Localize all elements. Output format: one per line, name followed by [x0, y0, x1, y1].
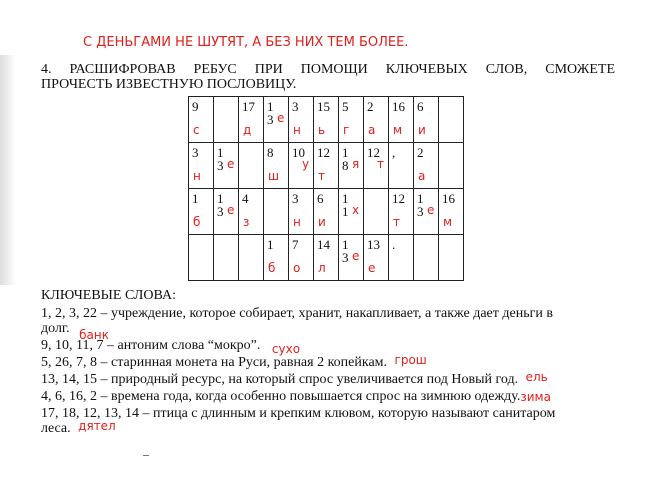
- cell-letter: ь: [318, 123, 326, 137]
- keyword-2-answer: сухо: [271, 342, 301, 356]
- cell-number: 12: [392, 191, 405, 206]
- cell-number: 1: [192, 191, 199, 206]
- keyword-4: [41, 370, 548, 387]
- rebus-row: [189, 97, 464, 143]
- cell-number: 5: [342, 99, 349, 114]
- cell-number: 2: [417, 145, 424, 160]
- rebus-cell: [439, 189, 464, 235]
- rebus-cell: [239, 143, 264, 189]
- keyword-1-text2: долг.: [41, 321, 70, 336]
- cell-letter: б: [268, 261, 276, 275]
- cell-number: 1 3: [417, 191, 424, 219]
- cell-number: 13: [367, 237, 380, 252]
- cell-letter-alt: я: [352, 157, 360, 171]
- rebus-cell: [389, 97, 414, 143]
- cell-letter: а: [368, 123, 376, 137]
- keywords-heading: КЛЮЧЕВЫЕ СЛОВА:: [41, 288, 176, 303]
- keyword-2: [41, 338, 301, 356]
- keyword-3: [41, 353, 427, 370]
- cell-letter-alt: е: [227, 203, 235, 217]
- keyword-1-text: 1, 2, 3, 22 – учреждение, которое собирает, хранит, накапливает, а также дает деньги в: [41, 306, 553, 321]
- cell-number: 12: [317, 145, 330, 160]
- rebus-cell: [189, 143, 214, 189]
- rebus-cell: [264, 189, 289, 235]
- keyword-4-text: 13, 14, 15 – природный ресурс, на который спрос увеличивается под Новый год.: [41, 372, 519, 387]
- cell-number: 9: [192, 99, 199, 114]
- cell-letter: з: [243, 215, 250, 229]
- rebus-cell: [289, 189, 314, 235]
- cell-letter: н: [293, 215, 301, 229]
- keyword-6-text2: леса.: [41, 421, 71, 436]
- rebus-cell: [189, 235, 214, 281]
- keyword-2-text: 9, 10, 11, 7 – антоним слова “мокро”.: [41, 338, 261, 353]
- keyword-6-answer: дятел: [78, 419, 116, 433]
- page-edge-shadow: [0, 55, 16, 285]
- proverb-answer: С ДЕНЬГАМИ НЕ ШУТЯТ, А БЕЗ НИХ ТЕМ БОЛЕЕ.: [83, 35, 409, 50]
- cell-number: 1 8: [342, 145, 349, 173]
- cell-letter: и: [418, 123, 426, 137]
- cell-letter: и: [318, 215, 326, 229]
- rebus-row: [189, 235, 464, 281]
- rebus-cell: [289, 97, 314, 143]
- keyword-6: [41, 406, 555, 421]
- cell-number: .: [392, 237, 396, 252]
- rebus-cell: [389, 235, 414, 281]
- rebus-cell: [214, 97, 239, 143]
- cell-number: 16: [392, 99, 405, 114]
- rebus-cell: [189, 97, 214, 143]
- cell-number: 3: [292, 99, 299, 114]
- cell-number: 3: [192, 145, 199, 160]
- cell-number: 1 3: [217, 145, 224, 173]
- keyword-4-answer: ель: [525, 370, 548, 384]
- rebus-cell: [314, 97, 339, 143]
- cell-letter: е: [368, 261, 376, 275]
- cell-letter-alt: е: [277, 111, 285, 125]
- keyword-5: [41, 389, 551, 404]
- rebus-row: [189, 189, 464, 235]
- cell-letter: г: [343, 123, 350, 137]
- rebus-cell: [439, 97, 464, 143]
- rebus-cell: [364, 143, 389, 189]
- rebus-cell: [414, 143, 439, 189]
- rebus-cell: [364, 97, 389, 143]
- cell-number: ,: [392, 145, 396, 160]
- rebus-cell: [264, 143, 289, 189]
- keyword-5-answer: зима: [520, 390, 551, 404]
- cell-letter: т: [318, 169, 325, 183]
- rebus-cell: [439, 235, 464, 281]
- cell-letter-alt: т: [377, 157, 384, 171]
- cell-letter: а: [418, 169, 426, 183]
- cell-letter: м: [443, 215, 453, 229]
- cell-letter-alt: е: [427, 203, 435, 217]
- rebus-cell: [264, 235, 289, 281]
- cell-letter-alt: е: [352, 249, 360, 263]
- cell-number: 4: [242, 191, 249, 206]
- cell-number: 1 3: [267, 99, 274, 127]
- rebus-cell: [439, 143, 464, 189]
- cell-number: 6: [317, 191, 324, 206]
- cell-letter: ш: [268, 169, 279, 183]
- footer-mark: –: [143, 447, 149, 461]
- cell-letter: л: [318, 261, 326, 275]
- keyword-1: [41, 306, 553, 321]
- cell-number: 3: [292, 191, 299, 206]
- keyword-6-cont: [41, 419, 116, 436]
- cell-number: 1 1: [342, 191, 349, 219]
- rebus-cell: [239, 235, 264, 281]
- rebus-cell: [314, 143, 339, 189]
- cell-letter: н: [293, 123, 301, 137]
- cell-letter: м: [393, 123, 403, 137]
- cell-number: 6: [417, 99, 424, 114]
- cell-letter: о: [293, 261, 301, 275]
- cell-letter: б: [193, 215, 201, 229]
- cell-number: 1 3: [342, 237, 349, 265]
- cell-letter: с: [193, 123, 200, 137]
- task-heading-line2: ПРОЧЕСТЬ ИЗВЕСТНУЮ ПОСЛОВИЦУ.: [41, 77, 297, 92]
- cell-letter: т: [393, 215, 400, 229]
- rebus-cell: [289, 143, 314, 189]
- cell-letter-alt: е: [227, 157, 235, 171]
- rebus-cell: [339, 97, 364, 143]
- rebus-cell: [339, 143, 364, 189]
- keyword-3-text: 5, 26, 7, 8 – старинная монета на Руси, равная 2 копейкам.: [41, 355, 388, 370]
- rebus-cell: [414, 235, 439, 281]
- cell-number: 1: [267, 237, 274, 252]
- rebus-cell: [339, 189, 364, 235]
- cell-number: 15: [317, 99, 330, 114]
- rebus-cell: [314, 189, 339, 235]
- keyword-5-text: 4, 6, 16, 2 – времена года, когда особенно повышается спрос на зимнюю одежду.: [41, 389, 521, 404]
- cell-number: 1 3: [217, 191, 224, 219]
- rebus-cell: [364, 189, 389, 235]
- cell-letter-alt: х: [352, 203, 360, 217]
- cell-number: 7: [292, 237, 299, 252]
- cell-number: 17: [242, 99, 255, 114]
- cell-number: 8: [267, 145, 274, 160]
- rebus-grid: [188, 96, 464, 281]
- rebus-cell: [364, 235, 389, 281]
- keyword-6-text: 17, 18, 12, 13, 14 – птица с длинным и крепким клювом, которую называют санитаром: [41, 406, 556, 421]
- cell-number: 12: [367, 145, 380, 160]
- cell-number: 14: [317, 237, 330, 252]
- rebus-cell: [389, 189, 414, 235]
- cell-number: 10: [292, 145, 305, 160]
- rebus-cell: [239, 189, 264, 235]
- rebus-cell: [264, 97, 289, 143]
- cell-number: 16: [442, 191, 455, 206]
- keyword-3-answer: грош: [394, 353, 427, 367]
- keyword-1-answer: банк: [79, 328, 109, 342]
- rebus-cell: [414, 189, 439, 235]
- rebus-cell: [214, 189, 239, 235]
- keyword-1-cont: [41, 321, 109, 342]
- rebus-cell: [414, 97, 439, 143]
- task-heading-line1: 4. РАСШИФРОВАВ РЕБУС ПРИ ПОМОЩИ КЛЮЧЕВЫХ СЛОВ, СМОЖЕТЕ: [41, 62, 615, 77]
- rebus-cell: [289, 235, 314, 281]
- cell-letter: д: [243, 123, 252, 137]
- rebus-cell: [239, 97, 264, 143]
- cell-letter: н: [193, 169, 201, 183]
- rebus-cell: [214, 235, 239, 281]
- cell-number: 2: [367, 99, 374, 114]
- cell-letter-alt: у: [302, 157, 310, 171]
- rebus-cell: [189, 189, 214, 235]
- rebus-cell: [214, 143, 239, 189]
- rebus-cell: [314, 235, 339, 281]
- rebus-cell: [339, 235, 364, 281]
- rebus-cell: [389, 143, 414, 189]
- rebus-row: [189, 143, 464, 189]
